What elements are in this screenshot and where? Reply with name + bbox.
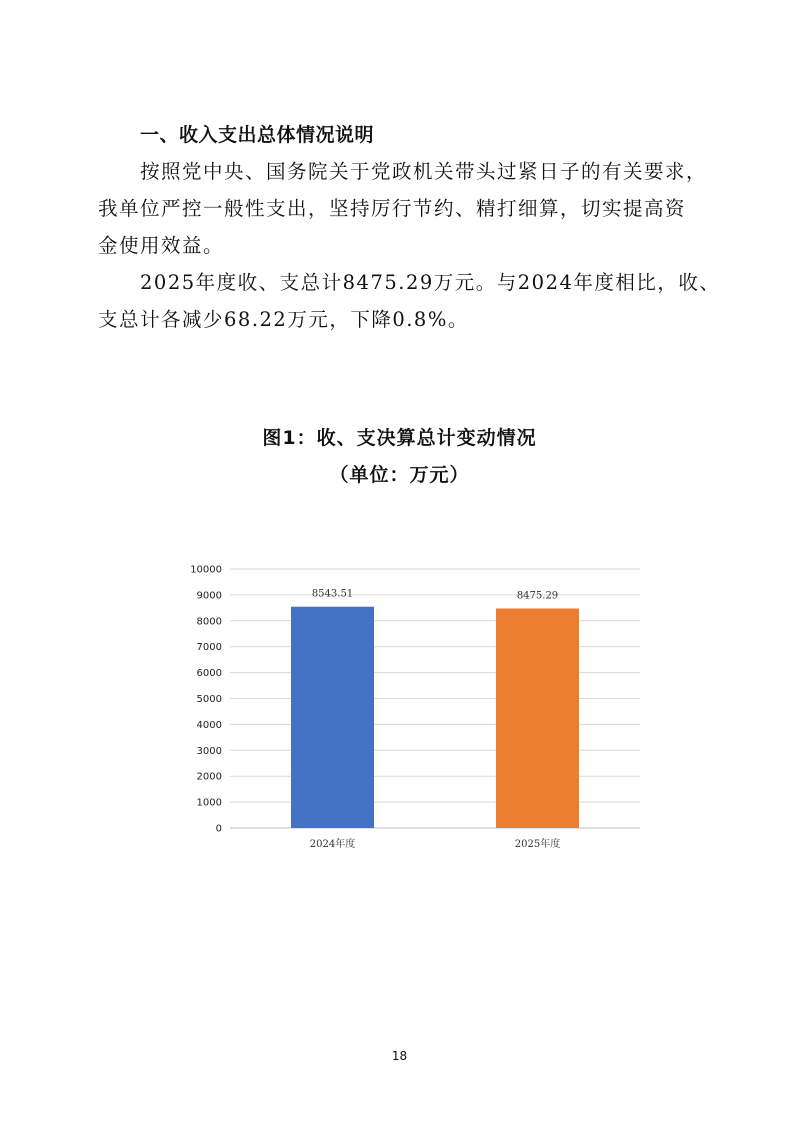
y-tick-label: 5000 <box>196 694 222 705</box>
bar <box>496 608 579 828</box>
y-tick-label: 8000 <box>196 616 222 628</box>
section-heading: 一、收入支出总体情况说明 <box>140 124 375 146</box>
paragraph-line: 金使用效益。 <box>98 234 225 257</box>
figure-subtitle: （单位：万元） <box>329 464 470 486</box>
y-tick-label: 10000 <box>190 564 222 576</box>
paragraph-line: 支总计各减少68.22万元，下降0.8%。 <box>98 308 469 331</box>
paragraph-line: 2025年度收、支总计8475.29万元。与2024年度相比，收、 <box>140 271 721 294</box>
page-number: 18 <box>391 1049 408 1063</box>
paragraph-line: 我单位严控一般性支出，坚持厉行节约、精打细算，切实提高资 <box>98 197 687 220</box>
bar <box>291 607 374 828</box>
paragraph-1 <box>98 153 708 264</box>
y-tick-label: 0 <box>215 823 222 835</box>
y-tick-label: 2000 <box>196 771 222 783</box>
x-tick-label: 2024年度 <box>309 839 356 850</box>
x-tick-label: 2025年度 <box>514 839 561 850</box>
figure-title: 图1：收、支决算总计变动情况 <box>262 427 537 449</box>
y-tick-label: 7000 <box>196 642 222 654</box>
y-tick-label: 9000 <box>196 590 222 602</box>
bar-chart <box>180 555 650 855</box>
data-label: 8475.29 <box>516 590 559 602</box>
y-tick-label: 3000 <box>196 745 222 757</box>
data-label: 8543.51 <box>311 588 354 600</box>
y-tick-label: 4000 <box>196 719 222 731</box>
y-tick-label: 1000 <box>196 797 222 809</box>
y-tick-label: 6000 <box>196 668 222 680</box>
paragraph-line: 按照党中央、国务院关于党政机关带头过紧日子的有关要求， <box>140 160 708 183</box>
paragraph-2 <box>98 264 721 338</box>
